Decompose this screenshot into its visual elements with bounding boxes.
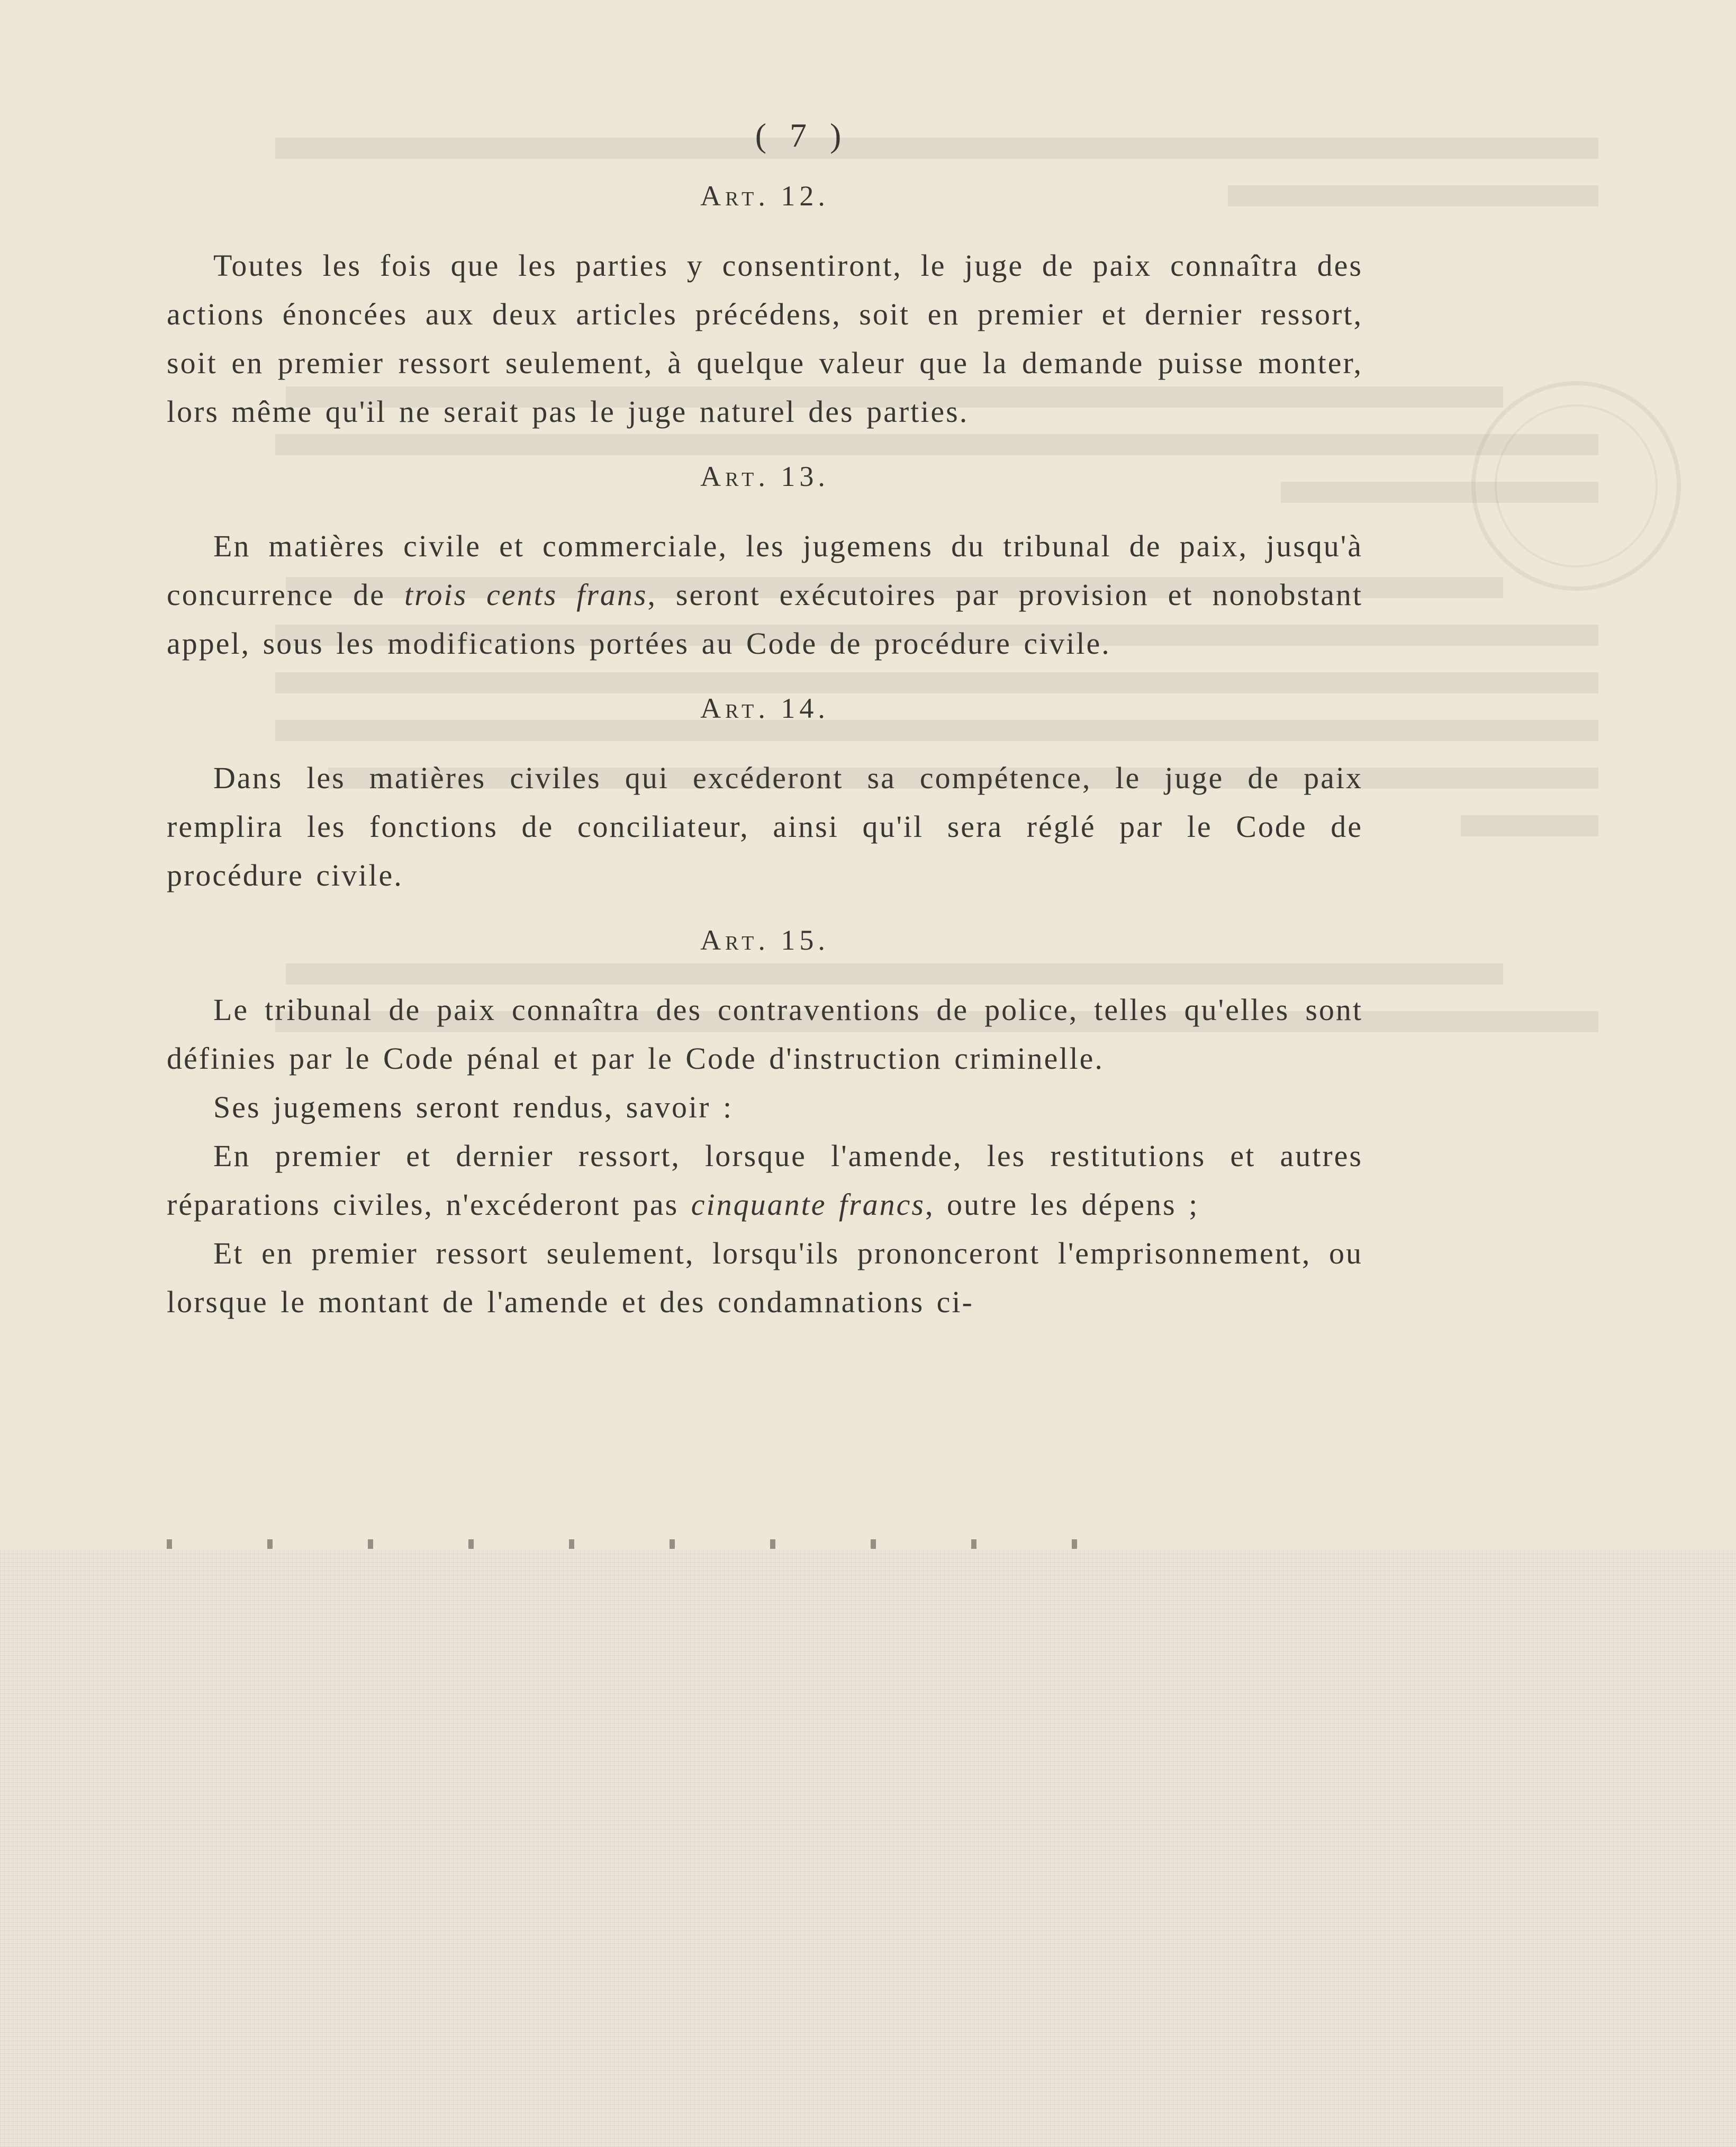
article-paragraph (167, 1132, 1363, 1229)
paragraph-text: En matières civile et commerciale, les jugemens du tribunal de paix, jusqu'à concurrence de (167, 529, 1363, 612)
cropped-text-line (167, 1539, 1363, 1550)
paragraph-text: Et en premier ressort seulement, lorsqu'ils prononceront l'emprisonnement, ou lorsque le montant de l'amende et des condamnations ci- (167, 1236, 1363, 1319)
article-heading: Art. 14. (700, 692, 829, 724)
paragraph-text: Ses jugemens seront rendus, savoir : (213, 1090, 734, 1124)
article-paragraph (167, 522, 1363, 668)
article-paragraph (167, 241, 1363, 436)
article-heading: Art. 15. (700, 924, 829, 956)
document-body (167, 111, 1363, 1327)
paragraph-text: Le tribunal de paix connaîtra des contraventions de police, telles qu'elles sont définies par le Code pénal et par le Code d'instruction criminelle. (167, 993, 1363, 1076)
article-paragraph (167, 1083, 1363, 1132)
article-paragraph (167, 754, 1363, 900)
article-14 (167, 684, 1363, 900)
paragraph-text: , seront exécutoires par provision et nonobstant appel, sous les modifications portées au Code de procédure civile. (167, 578, 1363, 661)
italic-amount: trois cents frans (404, 578, 648, 612)
library-stamp-ghost (1471, 381, 1681, 591)
article-15 (167, 916, 1363, 1327)
italic-amount: cinquante francs (691, 1187, 925, 1222)
paragraph-text: En premier et dernier ressort, lorsque l'amende, les restitutions et autres réparations civiles, n'excéderont pas (167, 1139, 1363, 1222)
paragraph-text: Toutes les fois que les parties y consentiront, le juge de paix connaîtra des actions énoncées aux deux articles précédens, soit en premier et dernier ressort, soit en premier ressort seulement, à quelque valeur que la demande puisse monter, lors même qu'il ne serait pas le juge naturel des parties. (167, 248, 1363, 429)
empty-canvas-area (0, 1550, 1736, 2147)
article-paragraph (167, 1229, 1363, 1327)
paragraph-text: , outre les dépens ; (925, 1187, 1199, 1222)
article-heading: Art. 13. (700, 461, 829, 492)
article-heading: Art. 12. (700, 180, 829, 212)
article-13 (167, 452, 1363, 668)
article-12 (167, 172, 1363, 436)
paragraph-text: Dans les matières civiles qui excéderont sa compétence, le juge de paix remplira les fonctions de conciliateur, ainsi qu'il sera réglé par le Code de procédure civile. (167, 761, 1363, 892)
page-number: ( 7 ) (755, 116, 849, 154)
article-paragraph (167, 986, 1363, 1083)
